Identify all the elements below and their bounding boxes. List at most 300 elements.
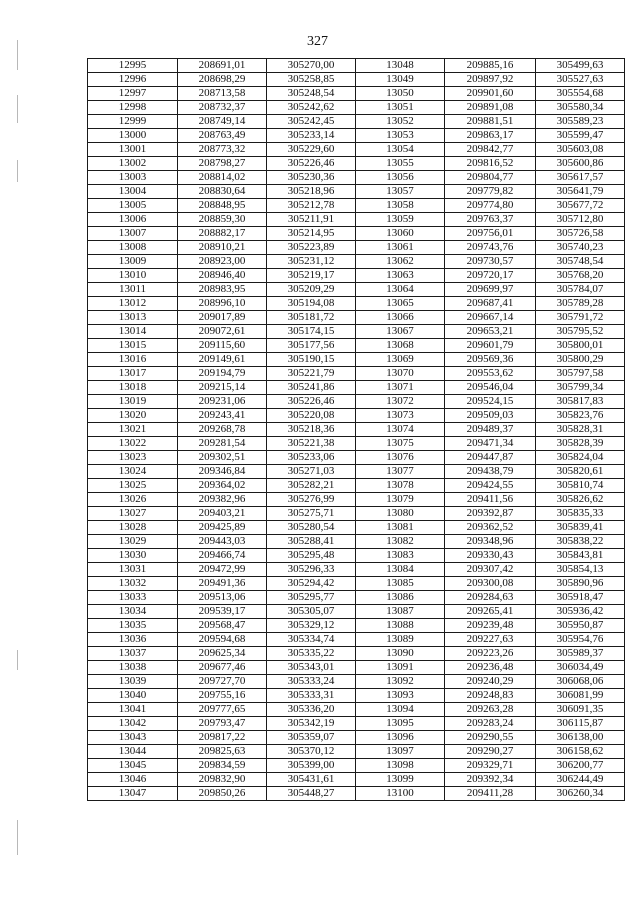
x-coordinate-left-cell: 209443,03 (178, 535, 267, 549)
table-row (88, 423, 625, 437)
point-number-right-cell: 13077 (356, 465, 445, 479)
y-coordinate-left-cell: 305288,41 (267, 535, 356, 549)
x-coordinate-left-cell: 208983,95 (178, 283, 267, 297)
y-coordinate-left-cell: 305226,46 (267, 157, 356, 171)
x-coordinate-left-cell: 208882,17 (178, 227, 267, 241)
y-coordinate-right-cell: 305499,63 (536, 59, 625, 73)
table-row (88, 129, 625, 143)
point-number-right-cell: 13096 (356, 731, 445, 745)
point-number-left-cell: 13032 (88, 577, 178, 591)
x-coordinate-right-cell: 209227,63 (445, 633, 536, 647)
point-number-left-cell: 13034 (88, 605, 178, 619)
table-row (88, 731, 625, 745)
y-coordinate-left-cell: 305221,38 (267, 437, 356, 451)
point-number-right-cell: 13072 (356, 395, 445, 409)
point-number-left-cell: 13000 (88, 129, 178, 143)
x-coordinate-left-cell: 209425,89 (178, 521, 267, 535)
x-coordinate-left-cell: 209072,61 (178, 325, 267, 339)
table-row (88, 479, 625, 493)
x-coordinate-right-cell: 209863,17 (445, 129, 536, 143)
x-coordinate-left-cell: 209364,02 (178, 479, 267, 493)
y-coordinate-left-cell: 305333,24 (267, 675, 356, 689)
y-coordinate-right-cell: 305799,34 (536, 381, 625, 395)
point-number-right-cell: 13053 (356, 129, 445, 143)
x-coordinate-right-cell: 209842,77 (445, 143, 536, 157)
x-coordinate-left-cell: 208732,37 (178, 101, 267, 115)
y-coordinate-right-cell: 306068,06 (536, 675, 625, 689)
y-coordinate-right-cell: 306115,87 (536, 717, 625, 731)
x-coordinate-left-cell: 209568,47 (178, 619, 267, 633)
point-number-right-cell: 13100 (356, 787, 445, 801)
point-number-right-cell: 13066 (356, 311, 445, 325)
point-number-right-cell: 13097 (356, 745, 445, 759)
table-row (88, 717, 625, 731)
y-coordinate-left-cell: 305280,54 (267, 521, 356, 535)
point-number-left-cell: 13044 (88, 745, 178, 759)
y-coordinate-left-cell: 305231,12 (267, 255, 356, 269)
y-coordinate-left-cell: 305370,12 (267, 745, 356, 759)
table-row (88, 339, 625, 353)
table-row (88, 283, 625, 297)
x-coordinate-right-cell: 209553,62 (445, 367, 536, 381)
point-number-left-cell: 13018 (88, 381, 178, 395)
x-coordinate-right-cell: 209263,28 (445, 703, 536, 717)
point-number-left-cell: 12995 (88, 59, 178, 73)
point-number-right-cell: 13089 (356, 633, 445, 647)
point-number-right-cell: 13061 (356, 241, 445, 255)
point-number-left-cell: 13042 (88, 717, 178, 731)
x-coordinate-left-cell: 208691,01 (178, 59, 267, 73)
x-coordinate-right-cell: 209307,42 (445, 563, 536, 577)
table-row (88, 745, 625, 759)
x-coordinate-right-cell: 209329,71 (445, 759, 536, 773)
y-coordinate-left-cell: 305399,00 (267, 759, 356, 773)
point-number-right-cell: 13070 (356, 367, 445, 381)
point-number-left-cell: 13024 (88, 465, 178, 479)
point-number-left-cell: 13045 (88, 759, 178, 773)
point-number-right-cell: 13085 (356, 577, 445, 591)
point-number-right-cell: 13058 (356, 199, 445, 213)
y-coordinate-left-cell: 305334,74 (267, 633, 356, 647)
scan-margin-mark (17, 95, 18, 123)
point-number-left-cell: 13036 (88, 633, 178, 647)
x-coordinate-right-cell: 209524,15 (445, 395, 536, 409)
y-coordinate-right-cell: 306081,99 (536, 689, 625, 703)
point-number-right-cell: 13054 (356, 143, 445, 157)
y-coordinate-right-cell: 306091,35 (536, 703, 625, 717)
y-coordinate-left-cell: 305294,42 (267, 577, 356, 591)
x-coordinate-left-cell: 209403,21 (178, 507, 267, 521)
table-row (88, 115, 625, 129)
point-number-right-cell: 13074 (356, 423, 445, 437)
y-coordinate-left-cell: 305282,21 (267, 479, 356, 493)
y-coordinate-right-cell: 306158,62 (536, 745, 625, 759)
point-number-right-cell: 13099 (356, 773, 445, 787)
y-coordinate-right-cell: 305589,23 (536, 115, 625, 129)
point-number-left-cell: 13010 (88, 269, 178, 283)
x-coordinate-right-cell: 209424,55 (445, 479, 536, 493)
x-coordinate-left-cell: 209215,14 (178, 381, 267, 395)
x-coordinate-left-cell: 209513,06 (178, 591, 267, 605)
table-row (88, 521, 625, 535)
y-coordinate-right-cell: 305641,79 (536, 185, 625, 199)
y-coordinate-right-cell: 305854,13 (536, 563, 625, 577)
table-row (88, 241, 625, 255)
y-coordinate-right-cell: 305824,04 (536, 451, 625, 465)
x-coordinate-right-cell: 209779,82 (445, 185, 536, 199)
coordinates-table (87, 58, 625, 801)
x-coordinate-right-cell: 209743,76 (445, 241, 536, 255)
x-coordinate-left-cell: 209268,78 (178, 423, 267, 437)
y-coordinate-left-cell: 305275,71 (267, 507, 356, 521)
point-number-right-cell: 13049 (356, 73, 445, 87)
x-coordinate-right-cell: 209300,08 (445, 577, 536, 591)
x-coordinate-left-cell: 209832,90 (178, 773, 267, 787)
y-coordinate-right-cell: 305600,86 (536, 157, 625, 171)
x-coordinate-right-cell: 209330,43 (445, 549, 536, 563)
x-coordinate-right-cell: 209248,83 (445, 689, 536, 703)
table-row (88, 59, 625, 73)
y-coordinate-left-cell: 305270,00 (267, 59, 356, 73)
point-number-left-cell: 13020 (88, 409, 178, 423)
x-coordinate-right-cell: 209392,87 (445, 507, 536, 521)
x-coordinate-left-cell: 209472,99 (178, 563, 267, 577)
y-coordinate-right-cell: 305784,07 (536, 283, 625, 297)
x-coordinate-right-cell: 209411,56 (445, 493, 536, 507)
table-row (88, 549, 625, 563)
x-coordinate-left-cell: 208996,10 (178, 297, 267, 311)
point-number-right-cell: 13050 (356, 87, 445, 101)
x-coordinate-right-cell: 209239,48 (445, 619, 536, 633)
y-coordinate-right-cell: 305954,76 (536, 633, 625, 647)
x-coordinate-left-cell: 209302,51 (178, 451, 267, 465)
point-number-left-cell: 13040 (88, 689, 178, 703)
y-coordinate-right-cell: 305800,01 (536, 339, 625, 353)
point-number-left-cell: 13002 (88, 157, 178, 171)
point-number-right-cell: 13056 (356, 171, 445, 185)
y-coordinate-left-cell: 305218,96 (267, 185, 356, 199)
point-number-right-cell: 13062 (356, 255, 445, 269)
x-coordinate-right-cell: 209283,24 (445, 717, 536, 731)
x-coordinate-right-cell: 209897,92 (445, 73, 536, 87)
page-number: 327 (307, 34, 328, 49)
table-row (88, 563, 625, 577)
x-coordinate-right-cell: 209720,17 (445, 269, 536, 283)
x-coordinate-right-cell: 209265,41 (445, 605, 536, 619)
x-coordinate-left-cell: 208763,49 (178, 129, 267, 143)
table-row (88, 759, 625, 773)
y-coordinate-right-cell: 305677,72 (536, 199, 625, 213)
y-coordinate-right-cell: 305768,20 (536, 269, 625, 283)
x-coordinate-left-cell: 209382,96 (178, 493, 267, 507)
y-coordinate-left-cell: 305219,17 (267, 269, 356, 283)
table-row (88, 409, 625, 423)
y-coordinate-right-cell: 305795,52 (536, 325, 625, 339)
y-coordinate-right-cell: 305726,58 (536, 227, 625, 241)
point-number-right-cell: 13063 (356, 269, 445, 283)
table-row (88, 577, 625, 591)
y-coordinate-left-cell: 305233,14 (267, 129, 356, 143)
point-number-right-cell: 13064 (356, 283, 445, 297)
point-number-left-cell: 13021 (88, 423, 178, 437)
table-row (88, 661, 625, 675)
point-number-left-cell: 13013 (88, 311, 178, 325)
point-number-left-cell: 13006 (88, 213, 178, 227)
table-row (88, 437, 625, 451)
x-coordinate-right-cell: 209546,04 (445, 381, 536, 395)
x-coordinate-left-cell: 209017,89 (178, 311, 267, 325)
table-row (88, 675, 625, 689)
point-number-left-cell: 13046 (88, 773, 178, 787)
x-coordinate-left-cell: 209115,60 (178, 339, 267, 353)
point-number-left-cell: 13017 (88, 367, 178, 381)
y-coordinate-left-cell: 305218,36 (267, 423, 356, 437)
y-coordinate-left-cell: 305295,48 (267, 549, 356, 563)
x-coordinate-left-cell: 209777,65 (178, 703, 267, 717)
y-coordinate-left-cell: 305177,56 (267, 339, 356, 353)
point-number-left-cell: 13028 (88, 521, 178, 535)
x-coordinate-right-cell: 209290,27 (445, 745, 536, 759)
x-coordinate-right-cell: 209223,26 (445, 647, 536, 661)
y-coordinate-left-cell: 305359,07 (267, 731, 356, 745)
point-number-left-cell: 13029 (88, 535, 178, 549)
table-row (88, 157, 625, 171)
x-coordinate-left-cell: 208946,40 (178, 269, 267, 283)
table-row (88, 185, 625, 199)
point-number-left-cell: 13025 (88, 479, 178, 493)
x-coordinate-right-cell: 209881,51 (445, 115, 536, 129)
point-number-left-cell: 13035 (88, 619, 178, 633)
x-coordinate-left-cell: 209539,17 (178, 605, 267, 619)
x-coordinate-right-cell: 209447,87 (445, 451, 536, 465)
x-coordinate-left-cell: 209817,22 (178, 731, 267, 745)
y-coordinate-right-cell: 305835,33 (536, 507, 625, 521)
y-coordinate-left-cell: 305241,86 (267, 381, 356, 395)
y-coordinate-left-cell: 305342,19 (267, 717, 356, 731)
y-coordinate-left-cell: 305190,15 (267, 353, 356, 367)
table-row (88, 689, 625, 703)
point-number-left-cell: 13039 (88, 675, 178, 689)
point-number-left-cell: 13033 (88, 591, 178, 605)
y-coordinate-right-cell: 305810,74 (536, 479, 625, 493)
y-coordinate-right-cell: 305617,57 (536, 171, 625, 185)
x-coordinate-right-cell: 209601,79 (445, 339, 536, 353)
point-number-left-cell: 13031 (88, 563, 178, 577)
scan-margin-mark (17, 820, 18, 855)
x-coordinate-left-cell: 209594,68 (178, 633, 267, 647)
x-coordinate-right-cell: 209569,36 (445, 353, 536, 367)
point-number-left-cell: 13012 (88, 297, 178, 311)
y-coordinate-right-cell: 305800,29 (536, 353, 625, 367)
table-row (88, 227, 625, 241)
table-row (88, 297, 625, 311)
point-number-right-cell: 13087 (356, 605, 445, 619)
point-number-right-cell: 13075 (356, 437, 445, 451)
point-number-left-cell: 13007 (88, 227, 178, 241)
point-number-right-cell: 13065 (356, 297, 445, 311)
point-number-left-cell: 12997 (88, 87, 178, 101)
y-coordinate-right-cell: 305936,42 (536, 605, 625, 619)
point-number-right-cell: 13052 (356, 115, 445, 129)
y-coordinate-left-cell: 305271,03 (267, 465, 356, 479)
point-number-right-cell: 13067 (356, 325, 445, 339)
x-coordinate-left-cell: 209281,54 (178, 437, 267, 451)
point-number-left-cell: 13015 (88, 339, 178, 353)
x-coordinate-left-cell: 208749,14 (178, 115, 267, 129)
table-row (88, 535, 625, 549)
x-coordinate-right-cell: 209290,55 (445, 731, 536, 745)
x-coordinate-left-cell: 208859,30 (178, 213, 267, 227)
x-coordinate-left-cell: 208798,27 (178, 157, 267, 171)
y-coordinate-left-cell: 305194,08 (267, 297, 356, 311)
table-row (88, 73, 625, 87)
y-coordinate-left-cell: 305336,20 (267, 703, 356, 717)
table-row (88, 101, 625, 115)
point-number-left-cell: 12998 (88, 101, 178, 115)
x-coordinate-right-cell: 209763,37 (445, 213, 536, 227)
point-number-right-cell: 13088 (356, 619, 445, 633)
point-number-left-cell: 13003 (88, 171, 178, 185)
y-coordinate-right-cell: 305826,62 (536, 493, 625, 507)
point-number-left-cell: 13038 (88, 661, 178, 675)
y-coordinate-right-cell: 305890,96 (536, 577, 625, 591)
coordinates-table-body (88, 59, 625, 801)
x-coordinate-left-cell: 208830,64 (178, 185, 267, 199)
x-coordinate-right-cell: 209901,60 (445, 87, 536, 101)
point-number-left-cell: 13019 (88, 395, 178, 409)
point-number-left-cell: 13027 (88, 507, 178, 521)
point-number-left-cell: 12996 (88, 73, 178, 87)
x-coordinate-left-cell: 209625,34 (178, 647, 267, 661)
x-coordinate-right-cell: 209885,16 (445, 59, 536, 73)
point-number-left-cell: 13023 (88, 451, 178, 465)
table-row (88, 647, 625, 661)
x-coordinate-right-cell: 209653,21 (445, 325, 536, 339)
table-row (88, 381, 625, 395)
y-coordinate-left-cell: 305335,22 (267, 647, 356, 661)
x-coordinate-right-cell: 209756,01 (445, 227, 536, 241)
table-row (88, 255, 625, 269)
point-number-right-cell: 13095 (356, 717, 445, 731)
point-number-left-cell: 13011 (88, 283, 178, 297)
point-number-right-cell: 13051 (356, 101, 445, 115)
x-coordinate-left-cell: 209149,61 (178, 353, 267, 367)
x-coordinate-left-cell: 208848,95 (178, 199, 267, 213)
y-coordinate-left-cell: 305448,27 (267, 787, 356, 801)
point-number-left-cell: 13009 (88, 255, 178, 269)
table-row (88, 773, 625, 787)
x-coordinate-right-cell: 209240,29 (445, 675, 536, 689)
x-coordinate-right-cell: 209891,08 (445, 101, 536, 115)
x-coordinate-left-cell: 209825,63 (178, 745, 267, 759)
point-number-right-cell: 13057 (356, 185, 445, 199)
table-row (88, 367, 625, 381)
point-number-right-cell: 13094 (356, 703, 445, 717)
x-coordinate-right-cell: 209509,03 (445, 409, 536, 423)
y-coordinate-left-cell: 305212,78 (267, 199, 356, 213)
point-number-left-cell: 13016 (88, 353, 178, 367)
y-coordinate-left-cell: 305248,54 (267, 87, 356, 101)
x-coordinate-left-cell: 209834,59 (178, 759, 267, 773)
x-coordinate-right-cell: 209774,80 (445, 199, 536, 213)
point-number-left-cell: 13004 (88, 185, 178, 199)
scan-margin-mark (17, 160, 18, 182)
x-coordinate-right-cell: 209362,52 (445, 521, 536, 535)
x-coordinate-right-cell: 209284,63 (445, 591, 536, 605)
y-coordinate-left-cell: 305431,61 (267, 773, 356, 787)
x-coordinate-left-cell: 208910,21 (178, 241, 267, 255)
point-number-right-cell: 13092 (356, 675, 445, 689)
point-number-right-cell: 13091 (356, 661, 445, 675)
point-number-right-cell: 13078 (356, 479, 445, 493)
table-row (88, 787, 625, 801)
x-coordinate-left-cell: 209727,70 (178, 675, 267, 689)
y-coordinate-left-cell: 305242,45 (267, 115, 356, 129)
scan-margin-mark (17, 650, 18, 670)
y-coordinate-left-cell: 305211,91 (267, 213, 356, 227)
y-coordinate-left-cell: 305276,99 (267, 493, 356, 507)
table-row (88, 633, 625, 647)
y-coordinate-left-cell: 305258,85 (267, 73, 356, 87)
point-number-right-cell: 13093 (356, 689, 445, 703)
y-coordinate-right-cell: 305839,41 (536, 521, 625, 535)
y-coordinate-right-cell: 305918,47 (536, 591, 625, 605)
y-coordinate-left-cell: 305305,07 (267, 605, 356, 619)
y-coordinate-right-cell: 306200,77 (536, 759, 625, 773)
y-coordinate-right-cell: 306244,49 (536, 773, 625, 787)
x-coordinate-right-cell: 209730,57 (445, 255, 536, 269)
table-row (88, 605, 625, 619)
point-number-right-cell: 13071 (356, 381, 445, 395)
y-coordinate-right-cell: 305797,58 (536, 367, 625, 381)
y-coordinate-right-cell: 305843,81 (536, 549, 625, 563)
x-coordinate-right-cell: 209348,96 (445, 535, 536, 549)
x-coordinate-right-cell: 209236,48 (445, 661, 536, 675)
x-coordinate-left-cell: 209466,74 (178, 549, 267, 563)
x-coordinate-right-cell: 209392,34 (445, 773, 536, 787)
y-coordinate-right-cell: 305828,39 (536, 437, 625, 451)
y-coordinate-left-cell: 305329,12 (267, 619, 356, 633)
point-number-left-cell: 13022 (88, 437, 178, 451)
y-coordinate-right-cell: 305820,61 (536, 465, 625, 479)
y-coordinate-right-cell: 305817,83 (536, 395, 625, 409)
x-coordinate-left-cell: 209850,26 (178, 787, 267, 801)
point-number-right-cell: 13081 (356, 521, 445, 535)
point-number-right-cell: 13048 (356, 59, 445, 73)
x-coordinate-left-cell: 208814,02 (178, 171, 267, 185)
y-coordinate-right-cell: 305838,22 (536, 535, 625, 549)
point-number-right-cell: 13082 (356, 535, 445, 549)
y-coordinate-left-cell: 305220,08 (267, 409, 356, 423)
x-coordinate-right-cell: 209489,37 (445, 423, 536, 437)
y-coordinate-right-cell: 305989,37 (536, 647, 625, 661)
point-number-right-cell: 13084 (356, 563, 445, 577)
y-coordinate-right-cell: 305554,68 (536, 87, 625, 101)
point-number-right-cell: 13086 (356, 591, 445, 605)
point-number-left-cell: 13008 (88, 241, 178, 255)
point-number-left-cell: 13014 (88, 325, 178, 339)
point-number-left-cell: 13043 (88, 731, 178, 745)
y-coordinate-right-cell: 305823,76 (536, 409, 625, 423)
point-number-right-cell: 13080 (356, 507, 445, 521)
scan-margin-mark (17, 40, 18, 70)
point-number-right-cell: 13073 (356, 409, 445, 423)
y-coordinate-right-cell: 305789,28 (536, 297, 625, 311)
y-coordinate-left-cell: 305295,77 (267, 591, 356, 605)
point-number-right-cell: 13059 (356, 213, 445, 227)
y-coordinate-left-cell: 305230,36 (267, 171, 356, 185)
x-coordinate-left-cell: 209231,06 (178, 395, 267, 409)
